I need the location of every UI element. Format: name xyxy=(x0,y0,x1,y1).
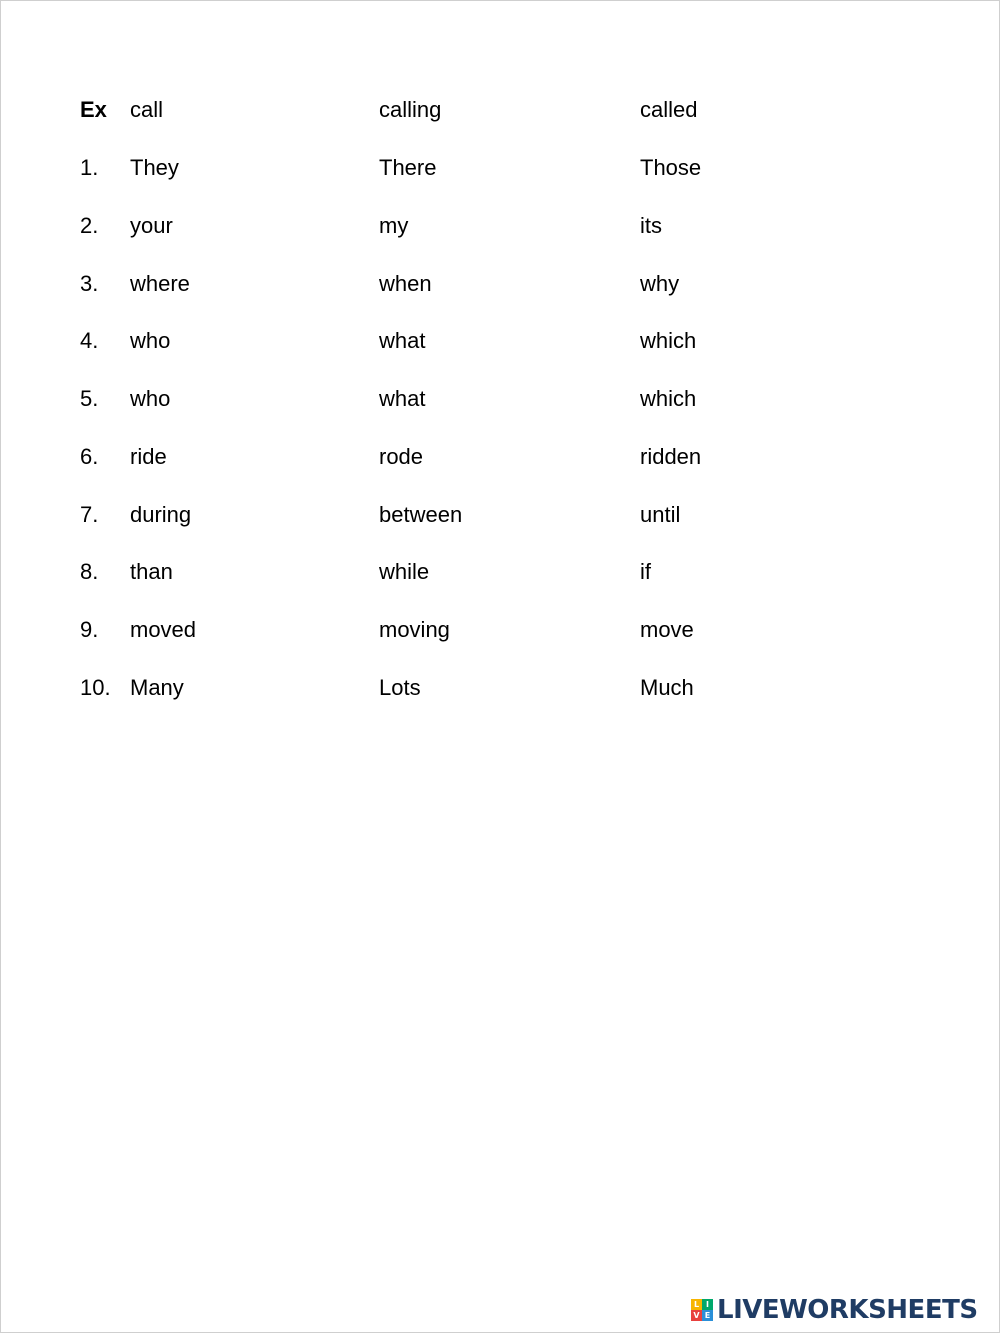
question-row-5 xyxy=(0,384,1000,414)
option-c[interactable]: Those xyxy=(640,155,702,180)
option-b[interactable]: Lots xyxy=(379,675,421,700)
logo-mark-letter: V xyxy=(691,1310,702,1321)
option-b[interactable]: moving xyxy=(379,617,450,642)
option-c[interactable]: its xyxy=(640,213,662,238)
option-b[interactable]: while xyxy=(379,559,430,584)
row-number: 6. xyxy=(80,444,99,469)
logo-mark-letter: L xyxy=(691,1299,702,1310)
option-c[interactable]: which xyxy=(640,328,697,353)
option-a[interactable]: Many xyxy=(130,675,184,700)
option-a[interactable]: than xyxy=(130,559,173,584)
question-row-2 xyxy=(0,211,1000,241)
option-b[interactable]: between xyxy=(379,502,463,527)
row-number: 1. xyxy=(80,155,99,180)
option-a: call xyxy=(130,97,164,122)
option-b[interactable]: when xyxy=(379,271,432,296)
option-b: calling xyxy=(379,97,442,122)
option-c[interactable]: Much xyxy=(640,675,694,700)
row-number: 9. xyxy=(80,617,99,642)
option-c[interactable]: if xyxy=(640,559,651,584)
row-number: 2. xyxy=(80,213,99,238)
logo-mark-letter: I xyxy=(702,1299,713,1310)
question-row-3 xyxy=(0,269,1000,299)
option-c[interactable]: why xyxy=(640,271,680,296)
option-b[interactable]: what xyxy=(379,328,426,353)
option-a[interactable]: ride xyxy=(130,444,167,469)
option-c: called xyxy=(640,97,698,122)
liveworksheets-logo-icon xyxy=(691,1299,713,1321)
option-b[interactable]: my xyxy=(379,213,409,238)
option-c[interactable]: until xyxy=(640,502,681,527)
row-number: 7. xyxy=(80,502,99,527)
option-a[interactable]: during xyxy=(130,502,192,527)
row-number: 3. xyxy=(80,271,99,296)
option-a[interactable]: your xyxy=(130,213,173,238)
question-row-4 xyxy=(0,326,1000,356)
option-c[interactable]: which xyxy=(640,386,697,411)
option-c[interactable]: ridden xyxy=(640,444,702,469)
option-b[interactable]: what xyxy=(379,386,426,411)
question-row-1 xyxy=(0,153,1000,183)
option-b[interactable]: There xyxy=(379,155,437,180)
option-a[interactable]: moved xyxy=(130,617,197,642)
logo-mark-letter: E xyxy=(702,1310,713,1321)
option-b[interactable]: rode xyxy=(379,444,424,469)
row-number: 5. xyxy=(80,386,99,411)
example-row xyxy=(0,95,1000,125)
option-a[interactable]: who xyxy=(130,328,171,353)
row-number: 10. xyxy=(80,675,111,700)
logo-text: LIVEWORKSHEETS xyxy=(717,1295,978,1325)
question-row-6 xyxy=(0,442,1000,472)
question-row-10 xyxy=(0,673,1000,703)
option-c[interactable]: move xyxy=(640,617,694,642)
row-number: 8. xyxy=(80,559,99,584)
row-number: 4. xyxy=(80,328,99,353)
option-a[interactable]: who xyxy=(130,386,171,411)
row-number: Ex xyxy=(80,97,107,122)
question-row-9 xyxy=(0,615,1000,645)
question-row-8 xyxy=(0,557,1000,587)
liveworksheets-logo xyxy=(691,1295,978,1325)
option-a[interactable]: where xyxy=(130,271,190,296)
option-a[interactable]: They xyxy=(130,155,179,180)
question-row-7 xyxy=(0,500,1000,530)
